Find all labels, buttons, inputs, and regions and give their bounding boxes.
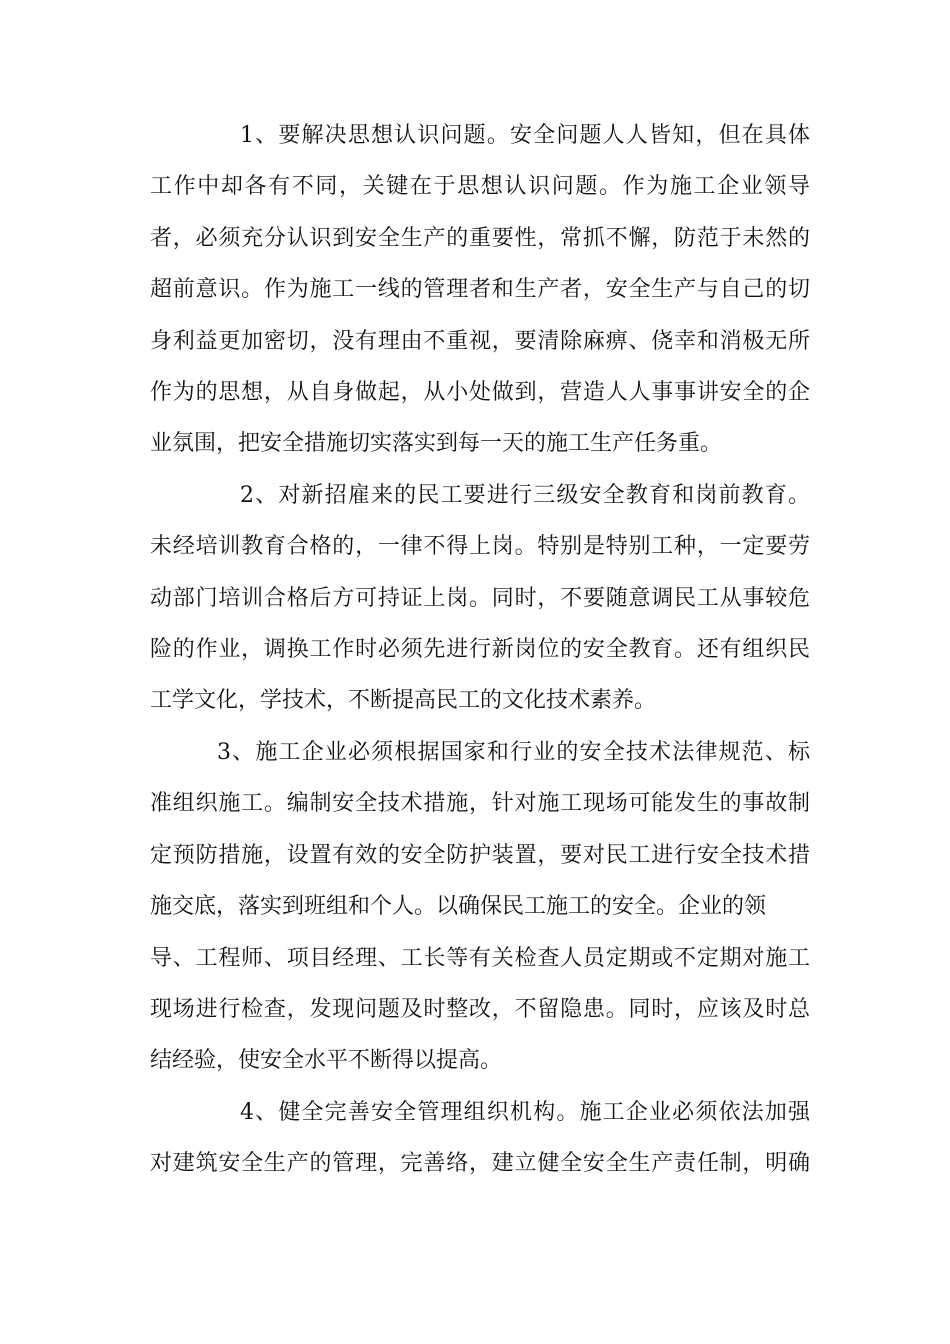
paragraph-1-line-7: 业氛围，把安全措施切实落实到每一天的施工生产任务重。 [150, 431, 723, 456]
paragraph-3-line-5: 导、工程师、项目经理、工长等有关检查人员定期或不定期对施工 [150, 946, 810, 971]
paragraph-3-line-2: 准组织施工。编制安全技术措施，针对施工现场可能发生的事故制 [150, 791, 810, 816]
paragraph-3-line-7: 结经验，使安全水平不断得以提高。 [150, 1048, 503, 1073]
paragraph-1-line-2: 工作中却各有不同，关键在于思想认识问题。作为施工企业领导 [150, 174, 810, 199]
paragraph-2-line-4: 险的作业，调换工作时必须先进行新岗位的安全教育。还有组织民 [150, 637, 810, 662]
paragraph-1-line-3: 者，必须充分认识到安全生产的重要性，常抓不懈，防范于未然的 [150, 226, 810, 251]
paragraph-1-line-1: 1、要解决思想认识问题。安全问题人人皆知，但在具体 [240, 123, 810, 148]
paragraph-4-line-1: 4、健全完善安全管理组织机构。施工企业必须依法加强 [240, 1100, 810, 1125]
paragraph-3-line-4: 施交底，落实到班组和个人。以确保民工施工的安全。企业的领 [150, 894, 767, 919]
paragraph-1-line-5: 身利益更加密切，没有理由不重视，要清除麻痹、侥幸和消极无所 [150, 329, 810, 354]
paragraph-3-line-6: 现场进行检查，发现问题及时整改，不留隐患。同时，应该及时总 [150, 997, 810, 1022]
paragraph-3-line-1: 3、施工企业必须根据国家和行业的安全技术法律规范、标 [217, 740, 810, 765]
paragraph-4-line-2: 对建筑安全生产的管理，完善络，建立健全安全生产责任制，明确 [150, 1151, 810, 1176]
paragraph-2-line-3: 动部门培训合格后方可持证上岗。同时，不要随意调民工从事较危 [150, 586, 810, 611]
paragraph-2-line-2: 未经培训教育合格的，一律不得上岗。特别是特别工种，一定要劳 [150, 534, 810, 559]
paragraph-1-line-6: 作为的思想，从自身做起，从小处做到，营造人人事事讲安全的企 [150, 380, 810, 405]
paragraph-3-line-3: 定预防措施，设置有效的安全防护装置，要对民工进行安全技术措 [150, 843, 810, 868]
paragraph-2-line-1: 2、对新招雇来的民工要进行三级安全教育和岗前教育。 [240, 483, 810, 508]
paragraph-2-line-5: 工学文化，学技术，不断提高民工的文化技术素养。 [150, 688, 657, 713]
paragraph-1-line-4: 超前意识。作为施工一线的管理者和生产者，安全生产与自己的切 [150, 277, 810, 302]
